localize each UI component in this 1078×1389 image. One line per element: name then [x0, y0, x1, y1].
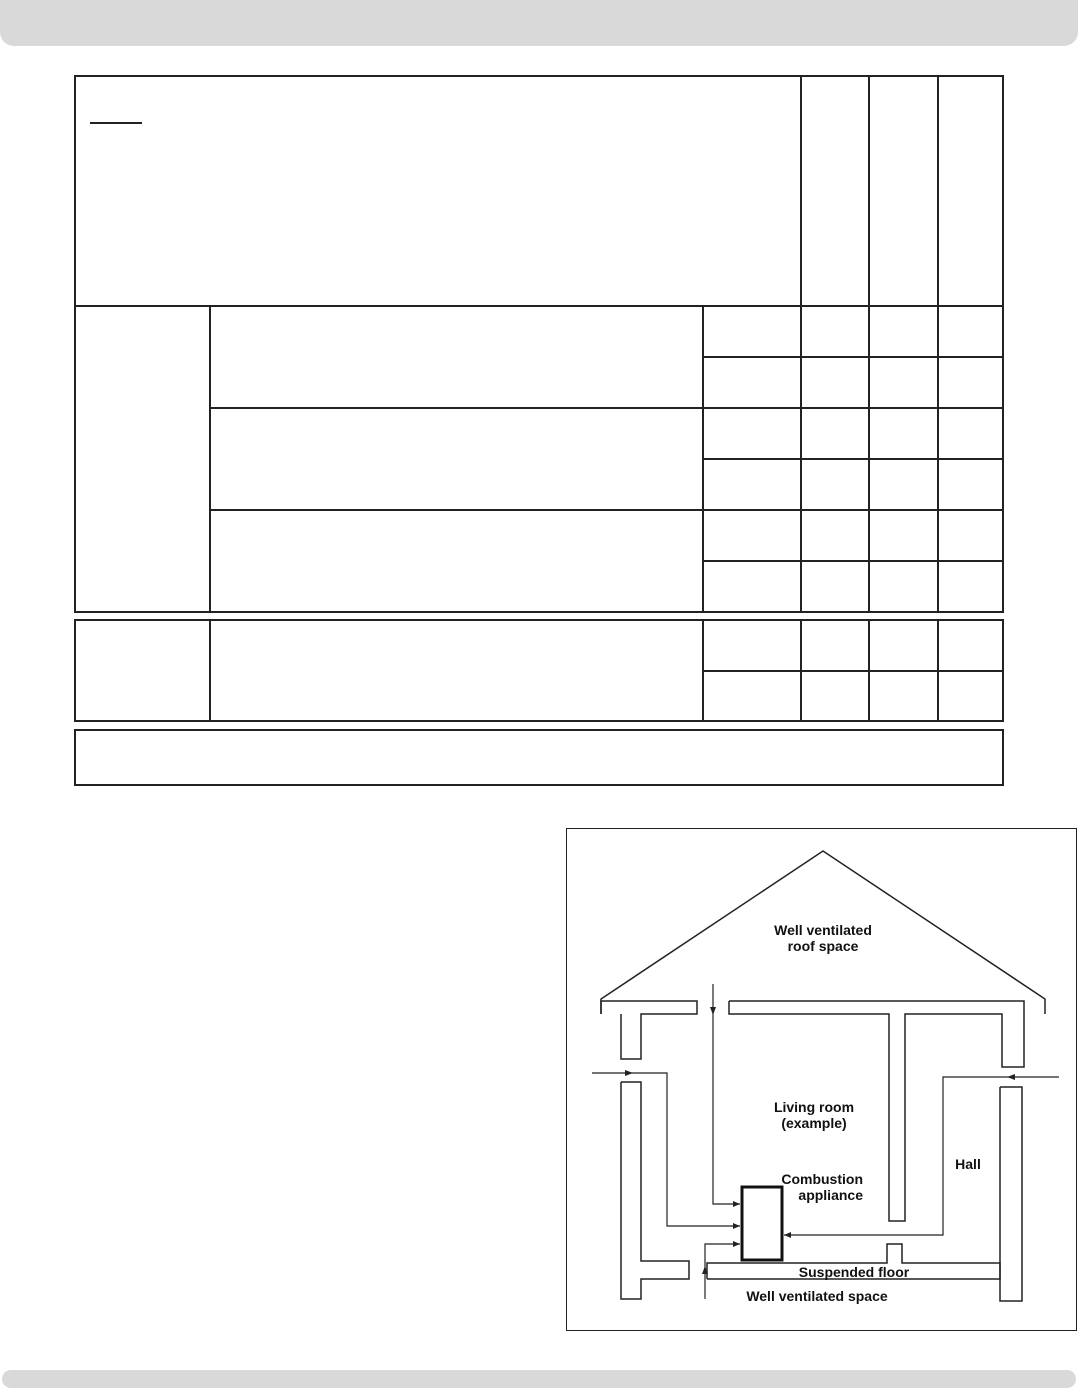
table-footnote-box	[74, 729, 1004, 786]
note-label	[90, 102, 142, 124]
table-row-divider	[209, 407, 1004, 409]
label-roof-space: Well ventilated roof space	[774, 922, 872, 954]
label-ventilated-space: Well ventilated space	[746, 1288, 888, 1304]
page-header-bar	[0, 0, 1078, 46]
label-suspended-floor: Suspended floor	[798, 1264, 910, 1280]
label-hall: Hall	[955, 1156, 981, 1172]
table-header-divider	[74, 305, 1004, 307]
label-living-room: Living room (example)	[773, 1099, 855, 1131]
table-row-divider	[702, 458, 1004, 460]
ventilation-diagram	[566, 828, 1077, 1331]
table-outer-border	[74, 75, 1004, 613]
page-footer-bar	[2, 1370, 1076, 1388]
table-col-divider	[209, 305, 211, 613]
table-row-divider	[209, 509, 1004, 511]
table-row-divider	[702, 356, 1004, 358]
label-combustion-appliance: Combustion appliance	[781, 1171, 863, 1203]
table2-row-divider	[702, 670, 1004, 672]
table2-col-divider	[209, 619, 211, 722]
table-col-divider	[800, 75, 802, 613]
table-row-divider	[702, 560, 1004, 562]
table-col-divider	[937, 75, 939, 613]
table-col-divider	[868, 75, 870, 613]
house-cross-section-drawing	[567, 829, 1078, 1332]
